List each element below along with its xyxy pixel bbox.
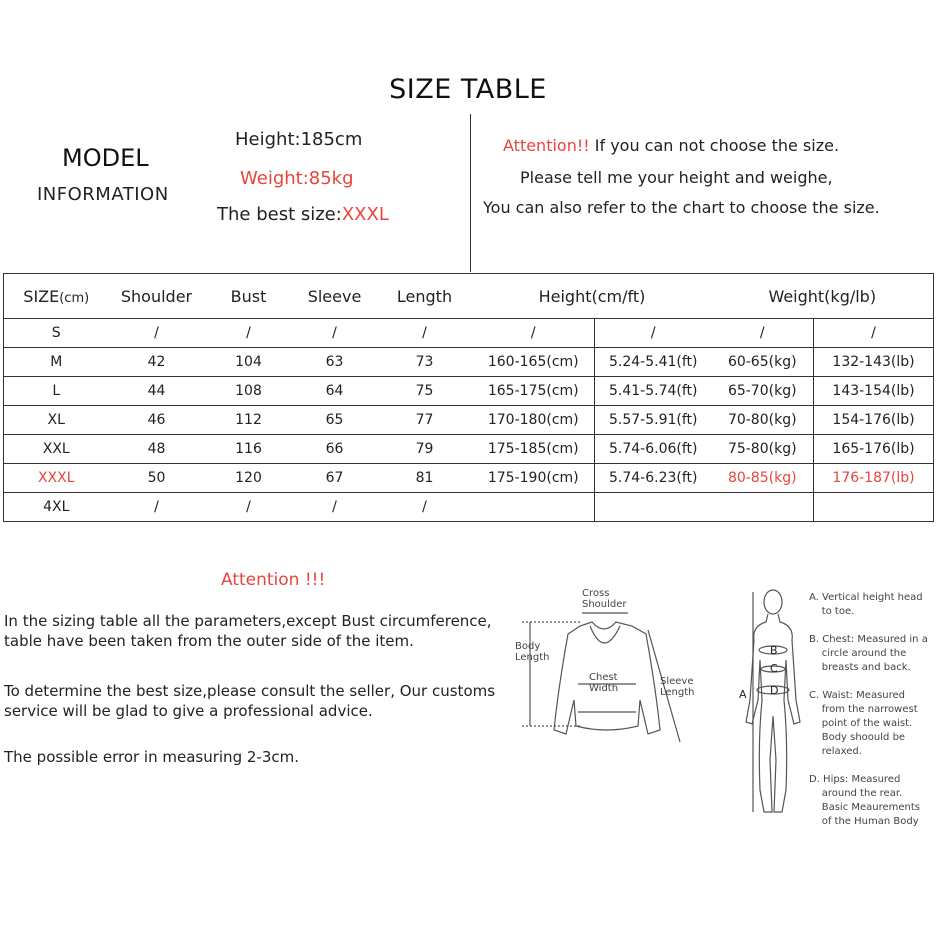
page-title: SIZE TABLE	[389, 74, 547, 105]
header-length: Length	[377, 274, 473, 319]
header-sleeve: Sleeve	[293, 274, 377, 319]
model-subheading: INFORMATION	[37, 184, 169, 205]
cell-h_ft: 5.57-5.91(ft)	[595, 406, 712, 435]
cell-w_lb: /	[814, 319, 934, 348]
chest-width-label-1: Chest	[589, 672, 618, 683]
cell-length: 77	[377, 406, 473, 435]
cell-size: S	[4, 319, 109, 348]
cell-sleeve: 64	[293, 377, 377, 406]
cell-sleeve: 65	[293, 406, 377, 435]
body-figure	[746, 590, 800, 812]
cell-shoulder: 48	[109, 435, 205, 464]
cell-h_cm: 175-185(cm)	[473, 435, 595, 464]
body-length-label-1: Body	[515, 641, 541, 652]
model-heading: MODEL	[62, 144, 149, 172]
cell-w_kg: 75-80(kg)	[712, 435, 814, 464]
attention-top-label: Attention!!	[503, 136, 590, 155]
cell-sleeve: /	[293, 493, 377, 522]
cell-h_cm: 175-190(cm)	[473, 464, 595, 493]
body-note-line: circle around the	[809, 648, 907, 659]
body-note-line: relaxed.	[809, 746, 862, 757]
body-notes	[809, 592, 928, 827]
body-note-line: Body shoould be	[809, 732, 906, 743]
cell-shoulder: /	[109, 493, 205, 522]
attention-top-line3: You can also refer to the chart to choose the size.	[483, 198, 880, 217]
body-note-line: around the rear.	[809, 788, 903, 799]
attention-p1b: table have been taken from the outer side of the item.	[4, 632, 414, 650]
cell-w_lb: 176-187(lb)	[814, 464, 934, 493]
cell-shoulder: 46	[109, 406, 205, 435]
header-shoulder: Shoulder	[109, 274, 205, 319]
body-note-line: Basic Meaurements	[809, 802, 921, 813]
cell-length: 75	[377, 377, 473, 406]
cell-bust: /	[205, 493, 293, 522]
cell-h_ft: 5.41-5.74(ft)	[595, 377, 712, 406]
marker-a: A	[739, 688, 747, 701]
cell-size: L	[4, 377, 109, 406]
cell-length: 81	[377, 464, 473, 493]
cell-h_ft: /	[595, 319, 712, 348]
cell-length: /	[377, 493, 473, 522]
cell-w_kg: 80-85(kg)	[712, 464, 814, 493]
cell-size: XXL	[4, 435, 109, 464]
cell-h_cm: 165-175(cm)	[473, 377, 595, 406]
cell-h_cm: 160-165(cm)	[473, 348, 595, 377]
body-note-line: breasts and back.	[809, 662, 911, 673]
cell-w_lb: 132-143(lb)	[814, 348, 934, 377]
cell-h_ft: 5.24-5.41(ft)	[595, 348, 712, 377]
cell-bust: 120	[205, 464, 293, 493]
cell-shoulder: 44	[109, 377, 205, 406]
marker-d: D	[770, 684, 779, 697]
cell-size: M	[4, 348, 109, 377]
header-height: Height(cm/ft)	[473, 274, 712, 319]
attention-p3: The possible error in measuring 2-3cm.	[4, 748, 299, 766]
best-size-value: XXXL	[341, 204, 389, 225]
attention-top-text: If you can not choose the size.	[589, 136, 840, 155]
cross-shoulder-label-1: Cross	[582, 588, 610, 599]
cell-length: /	[377, 319, 473, 348]
cell-length: 73	[377, 348, 473, 377]
body-length-label-2: Length	[515, 652, 550, 663]
cell-shoulder: /	[109, 319, 205, 348]
model-weight: Weight:85kg	[240, 168, 354, 189]
cell-sleeve: 67	[293, 464, 377, 493]
sleeve-length-label-2: Length	[660, 687, 695, 698]
cell-shoulder: 42	[109, 348, 205, 377]
cell-w_kg: 65-70(kg)	[712, 377, 814, 406]
marker-b: B	[770, 644, 778, 657]
cell-bust: 108	[205, 377, 293, 406]
cell-w_kg: /	[712, 319, 814, 348]
sleeve-length-label-1: Sleeve	[660, 676, 694, 687]
body-note-line: D. Hips: Measured	[809, 774, 901, 785]
cell-sleeve: 63	[293, 348, 377, 377]
body-note-line: point of the waist.	[809, 718, 913, 729]
cell-length: 79	[377, 435, 473, 464]
attention-bottom-title: Attention !!!	[221, 570, 326, 590]
model-height: Height:185cm	[235, 129, 363, 150]
header-bust: Bust	[205, 274, 293, 319]
body-note-line: of the Human Body	[809, 816, 919, 827]
cell-h_cm: 170-180(cm)	[473, 406, 595, 435]
cell-w_lb: 165-176(lb)	[814, 435, 934, 464]
cell-bust: 116	[205, 435, 293, 464]
attention-p2b: service will be glad to give a professional advice.	[4, 702, 373, 720]
cell-h_ft: 5.74-6.06(ft)	[595, 435, 712, 464]
cell-bust: 104	[205, 348, 293, 377]
cross-shoulder-label-2: Shoulder	[582, 599, 627, 610]
body-note-line: C. Waist: Measured	[809, 690, 906, 701]
cell-h_ft: 5.74-6.23(ft)	[595, 464, 712, 493]
cell-sleeve: 66	[293, 435, 377, 464]
chest-width-label-2: Width	[589, 683, 619, 694]
best-size-label: The best size:	[217, 204, 342, 225]
attention-p2a: To determine the best size,please consult the seller, Our customs	[4, 682, 496, 700]
cell-size: 4XL	[4, 493, 109, 522]
cell-w_kg: 70-80(kg)	[712, 406, 814, 435]
cell-w_kg: 60-65(kg)	[712, 348, 814, 377]
figure-head	[764, 590, 782, 614]
cell-shoulder: 50	[109, 464, 205, 493]
cell-bust: 112	[205, 406, 293, 435]
body-note-line: B. Chest: Measured in a	[809, 634, 928, 645]
cell-sleeve: /	[293, 319, 377, 348]
cell-size: XXXL	[4, 464, 109, 493]
cell-size: XL	[4, 406, 109, 435]
cell-bust: /	[205, 319, 293, 348]
body-note-line: to toe.	[809, 606, 855, 617]
marker-c: C	[770, 662, 778, 675]
cell-w_lb: 154-176(lb)	[814, 406, 934, 435]
cell-w_lb: 143-154(lb)	[814, 377, 934, 406]
body-note-line: from the narrowest	[809, 704, 918, 715]
attention-top-line2: Please tell me your height and weighe,	[520, 168, 833, 187]
header-size: SIZE(cm)	[4, 274, 109, 319]
body-note-line: A. Vertical height head	[809, 592, 923, 603]
cell-h_cm: /	[473, 319, 595, 348]
header-weight: Weight(kg/lb)	[712, 274, 934, 319]
attention-p1a: In the sizing table all the parameters,except Bust circumference,	[4, 612, 492, 630]
